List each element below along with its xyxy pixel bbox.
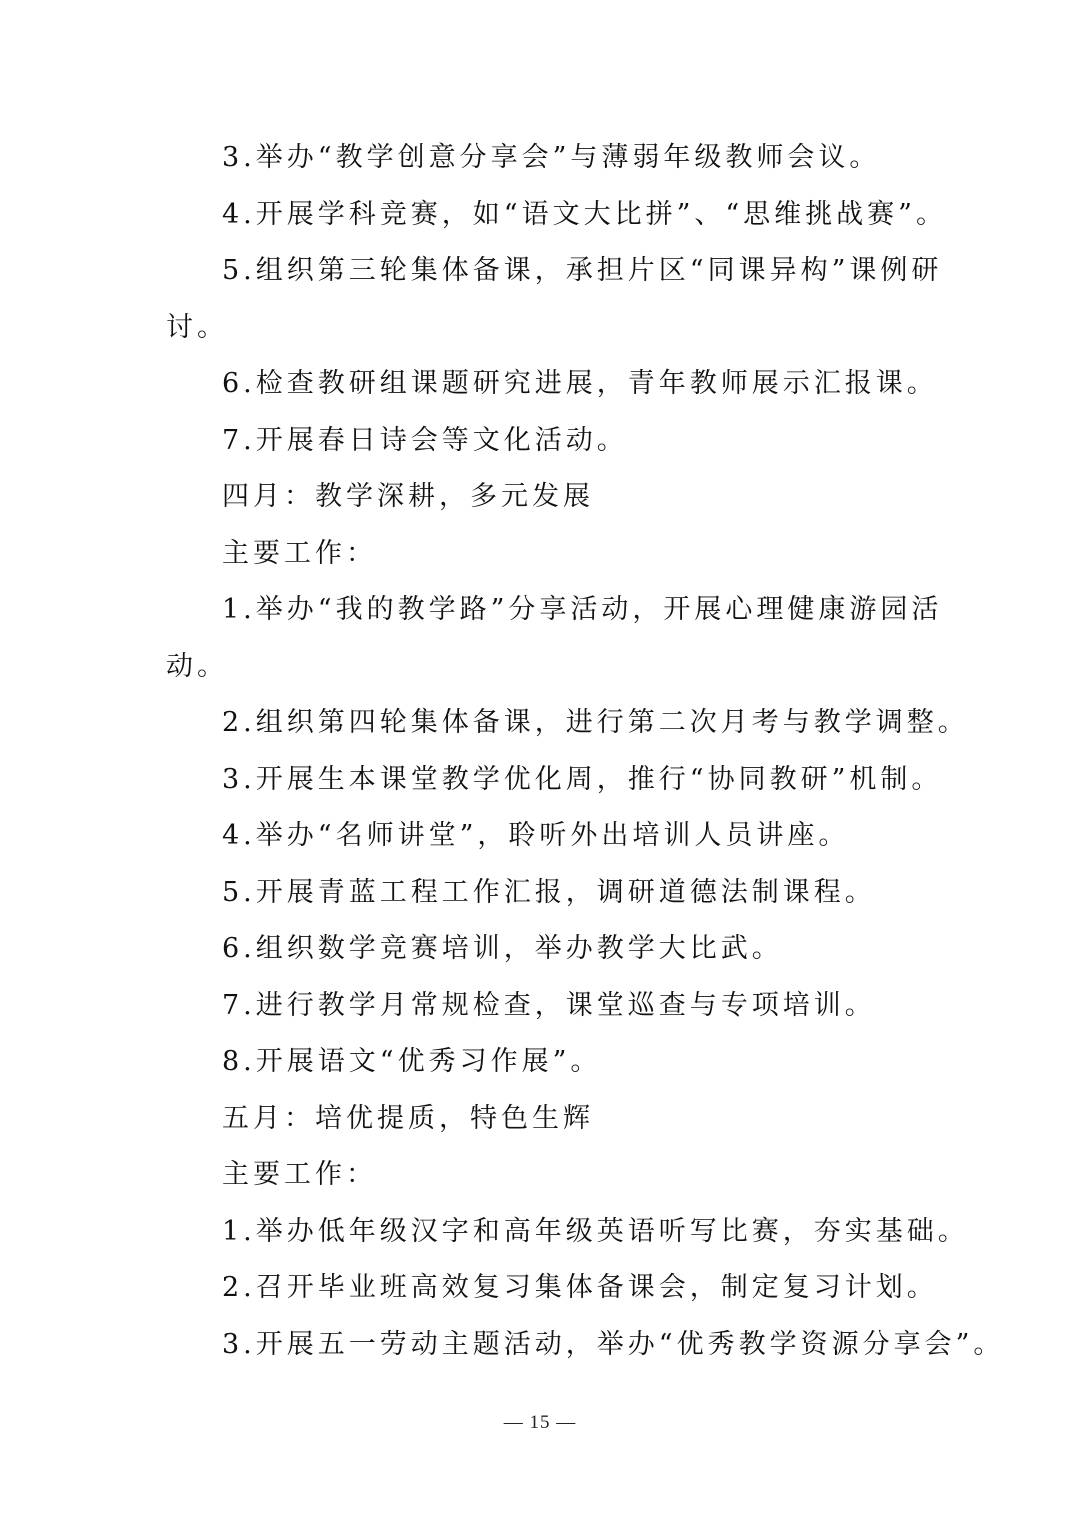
text-line: 1.举办低年级汉字和高年级英语听写比赛，夯实基础。 [222,1215,969,1247]
text-line: 2.组织第四轮集体备课，进行第二次月考与教学调整。 [222,707,969,738]
text-line: 7.进行教学月常规检查，课堂巡查与专项培训。 [222,989,876,1021]
text-line: 7.开展春日诗会等文化活动。 [222,424,628,456]
subheading-main-work: 主要工作： [222,1159,377,1190]
text-line: 3.开展五一劳动主题活动，举办“优秀教学资源分享会”。 [222,1328,1005,1360]
section-heading-april: 四月：教学深耕，多元发展 [222,481,594,512]
text-line: 4.举办“名师讲堂”，聆听外出培训人员讲座。 [222,820,850,851]
page-number: — 15 — [503,1412,577,1433]
text-line: 8.开展语文“优秀习作展”。 [222,1046,602,1077]
text-line: 1.举办“我的教学路”分享活动，开展心理健康游园活 [222,594,943,625]
text-line: 3.开展生本课堂教学优化周，推行“协同教研”机制。 [222,763,943,795]
text-line: 4.开展学科竞赛，如“语文大比拼”、“思维挑战赛”。 [222,198,947,230]
text-line: 6.组织数学竞赛培训，举办教学大比武。 [222,933,783,964]
section-heading-may: 五月：培优提质，特色生辉 [222,1102,594,1134]
text-line: 5.开展青蓝工程工作汇报，调研道德法制课程。 [222,876,876,908]
text-line-continuation: 动。 [166,650,228,682]
subheading-main-work: 主要工作： [222,537,377,569]
text-line: 5.组织第三轮集体备课，承担片区“同课异构”课例研 [222,255,943,286]
text-line: 6.检查教研组课题研究进展，青年教师展示汇报课。 [222,368,938,399]
text-line: 2.召开毕业班高效复习集体备课会，制定复习计划。 [222,1272,938,1303]
text-line-continuation: 讨。 [166,311,228,343]
text-line: 3.举办“教学创意分享会”与薄弱年级教师会议。 [222,142,881,173]
document-body [166,130,1005,1373]
